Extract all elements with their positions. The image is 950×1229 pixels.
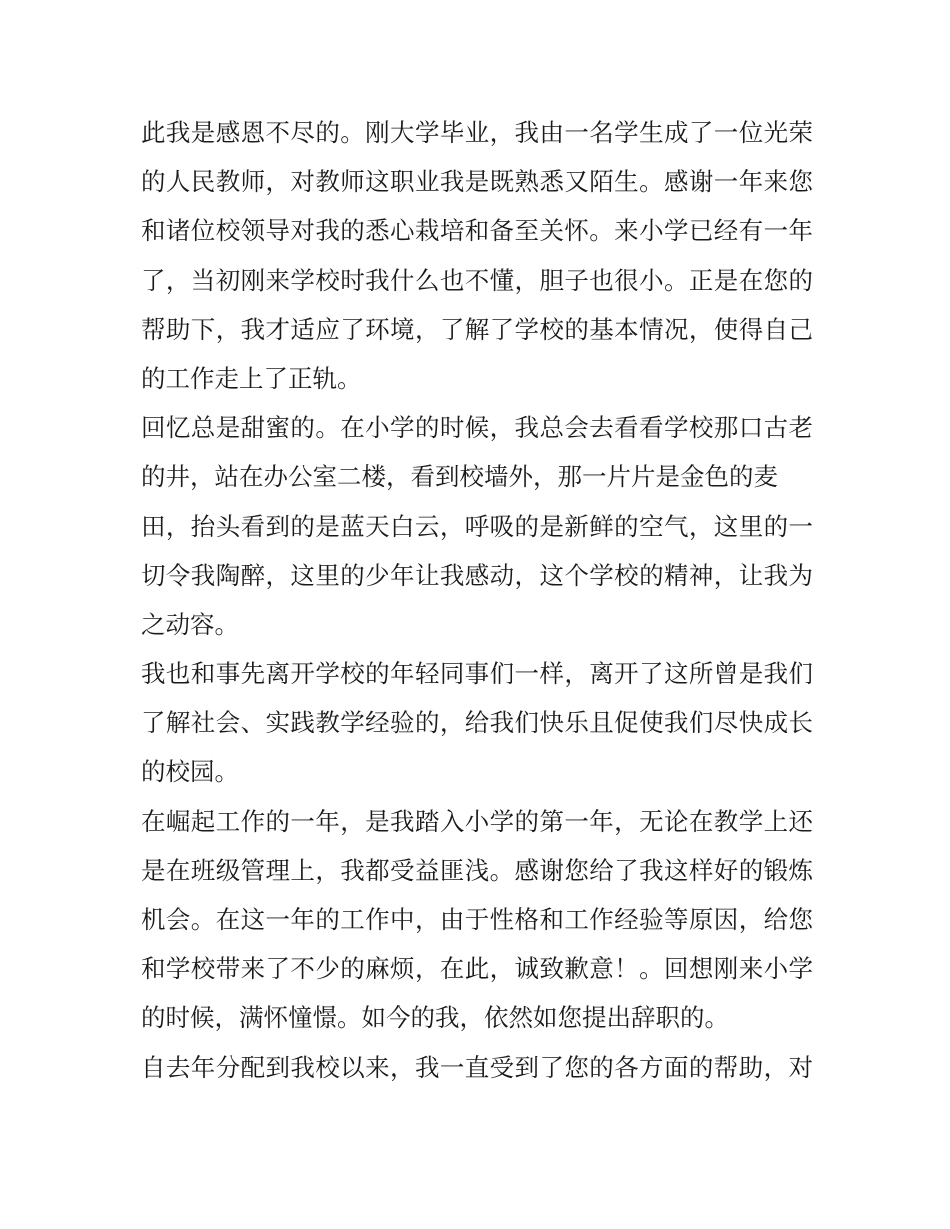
text-line: 的时候，满怀憧憬。如今的我，依然如您提出辞职的。	[141, 1003, 729, 1033]
text-line: 和学校带来了不少的麻烦，在此，诚致歉意！。回想刚来小学	[141, 954, 813, 984]
text-line: 切令我陶醉，这里的少年让我感动，这个学校的精神，让我为	[141, 560, 813, 590]
text-line: 之动容。	[141, 609, 239, 639]
paragraph-3	[141, 649, 813, 797]
text-line: 的校园。	[141, 757, 239, 787]
text-line: 的井，站在办公室二楼，看到校墙外，那一片片是金色的麦	[141, 462, 778, 492]
text-line: 是在班级管理上，我都受益匪浅。感谢您给了我这样好的锻炼	[141, 855, 813, 885]
text-line: 自去年分配到我校以来，我一直受到了您的各方面的帮助，对	[141, 1052, 813, 1082]
text-line: 我也和事先离开学校的年轻同事们一样，离开了这所曾是我们	[141, 659, 813, 689]
text-line: 田，抬头看到的是蓝天白云，呼吸的是新鲜的空气，这里的一	[141, 511, 813, 541]
paragraph-5	[141, 1043, 813, 1092]
text-line: 回忆总是甜蜜的。在小学的时候，我总会去看看学校那口古老	[141, 413, 813, 443]
text-line: 机会。在这一年的工作中，由于性格和工作经验等原因，给您	[141, 905, 813, 934]
text-line: 在崛起工作的一年，是我踏入小学的第一年，无论在教学上还	[141, 806, 813, 836]
document-body	[141, 108, 813, 1092]
text-line: 的工作走上了正轨。	[141, 363, 362, 393]
text-line: 了，当初刚来学校时我什么也不懂，胆子也很小。正是在您的	[141, 265, 813, 295]
text-line: 此我是感恩不尽的。刚大学毕业，我由一名学生成了一位光荣	[141, 118, 813, 147]
text-line: 帮助下，我才适应了环境，了解了学校的基本情况，使得自己	[141, 314, 813, 344]
text-line: 了解社会、实践教学经验的，给我们快乐且促使我们尽快成长	[141, 708, 813, 738]
paragraph-2	[141, 403, 813, 649]
text-line: 的人民教师，对教师这职业我是既熟悉又陌生。感谢一年来您	[141, 167, 813, 197]
paragraph-4	[141, 797, 813, 1043]
text-line: 和诸位校领导对我的悉心栽培和备至关怀。来小学已经有一年	[141, 216, 813, 246]
paragraph-1	[141, 108, 813, 403]
